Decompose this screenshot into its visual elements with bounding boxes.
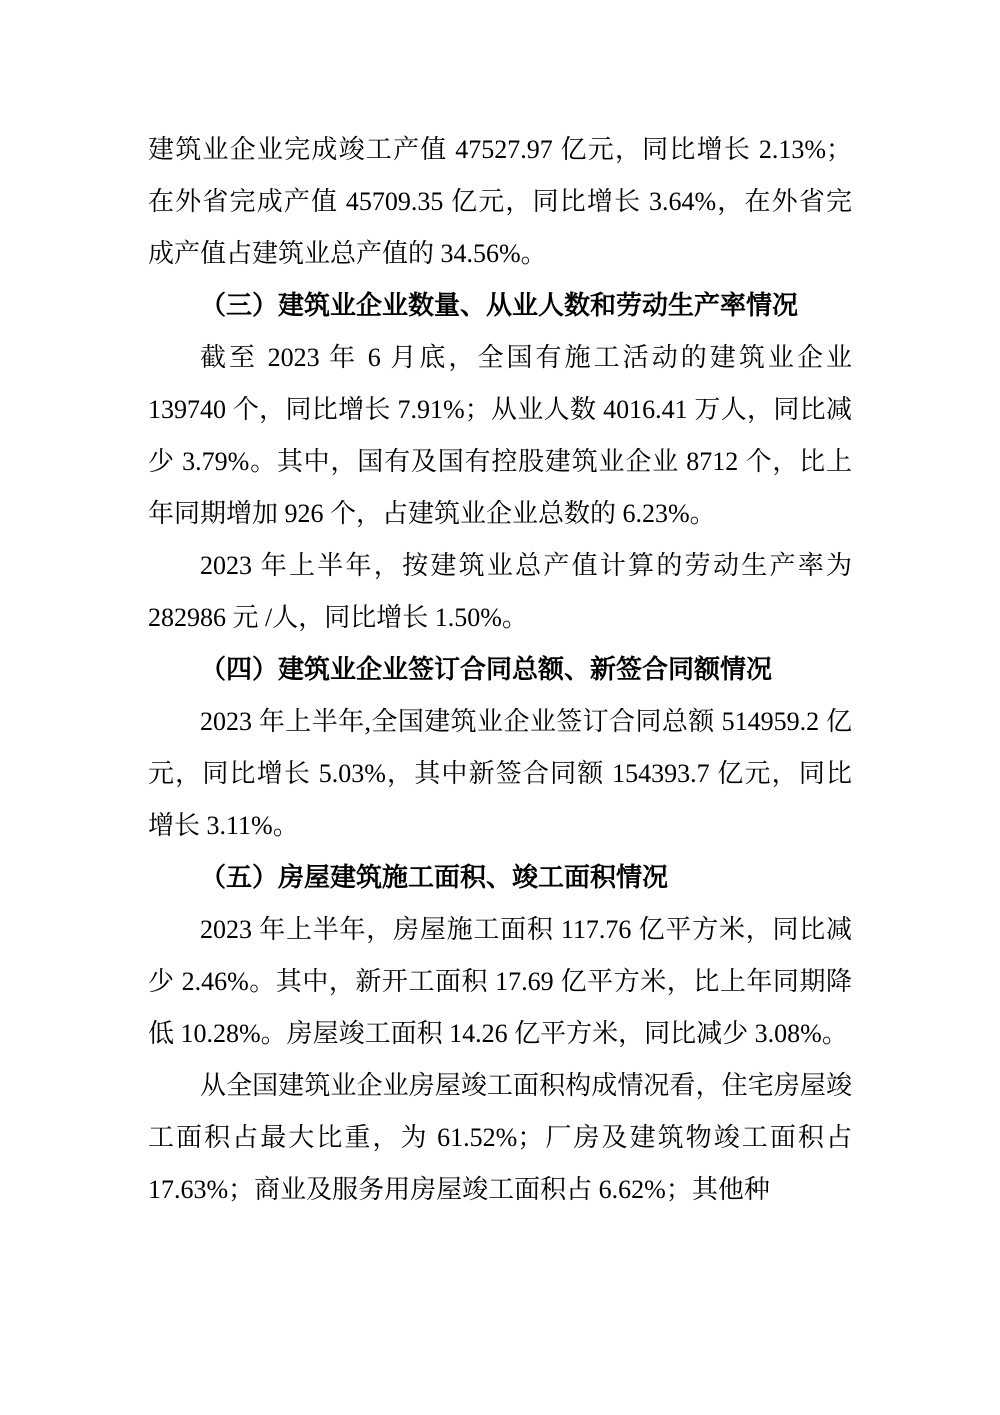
section-heading: （三）建筑业企业数量、从业人数和劳动生产率情况: [200, 291, 799, 320]
body-paragraph: 2023 年上半年,全国建筑业企业签订合同总额 514959.2 亿元，同比增长 5.03%，其中新签合同额 154393.7 亿元，同比增长 3.11%。: [148, 707, 852, 840]
body-paragraph: 建筑业企业完成竣工产值 47527.97 亿元，同比增长 2.13%；在外省完成产值 45709.35 亿元，同比增长 3.64%，在外省完成产值占建筑业总产值的 34.56%。: [148, 135, 852, 268]
body-paragraph: 2023 年上半年，按建筑业总产值计算的劳动生产率为 282986 元 /人，同比增长 1.50%。: [148, 551, 852, 632]
body-paragraph: 2023 年上半年，房屋施工面积 117.76 亿平方米，同比减少 2.46%。其中，新开工面积 17.69 亿平方米，比上年同期降低 10.28%。房屋竣工面积 14.26 亿平方米，同比减少 3.08%。: [148, 915, 852, 1048]
body-paragraph: 截至 2023 年 6 月底，全国有施工活动的建筑业企业 139740 个，同比增长 7.91%；从业人数 4016.41 万人，同比减少 3.79%。其中，国有及国有控股建筑业企业 8712 个，比上年同期增加 926 个，占建筑业企业总数的 6.23%。: [148, 343, 852, 528]
section-heading: （四）建筑业企业签订合同总额、新签合同额情况: [200, 655, 773, 684]
document-body: [148, 124, 852, 1216]
body-paragraph: 从全国建筑业企业房屋竣工面积构成情况看，住宅房屋竣工面积占最大比重，为 61.52%；厂房及建筑物竣工面积占 17.63%；商业及服务用房屋竣工面积占 6.62%；其他种: [148, 1071, 852, 1204]
section-heading: （五）房屋建筑施工面积、竣工面积情况: [200, 863, 669, 892]
